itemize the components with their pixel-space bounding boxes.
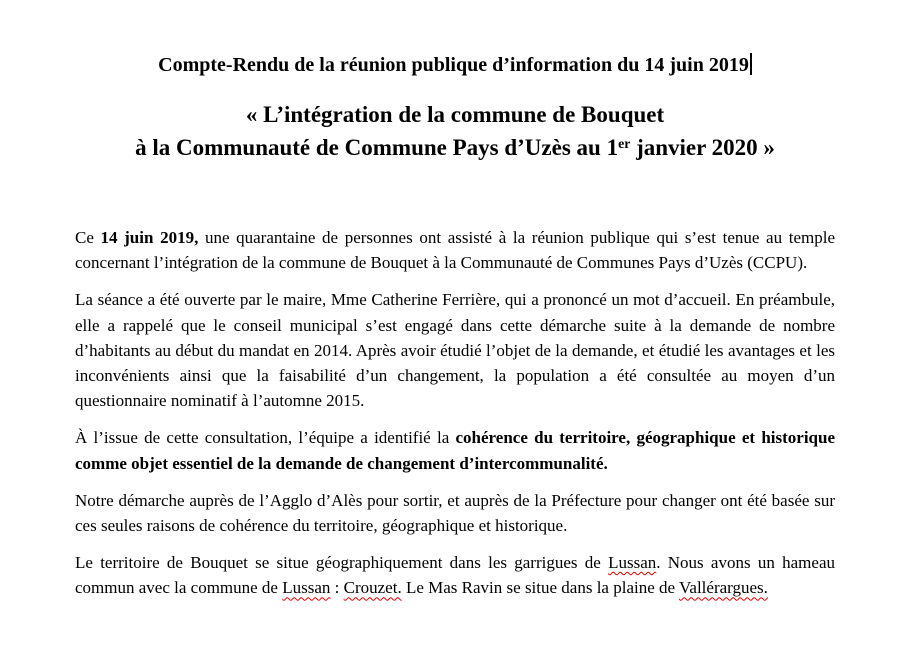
text-run[interactable]: Ce — [75, 228, 101, 247]
text-run[interactable]: Notre démarche auprès de l’Agglo d’Alès pour sortir, et auprès de la Préfecture pour changer ont été basée sur ces seules raisons de cohérence du territoire, géographique et historique. — [75, 490, 835, 536]
subtitle-line-1[interactable]: « L’intégration de la commune de Bouquet — [245, 102, 665, 127]
text-run[interactable]: Le Mas Ravin se situe dans la plaine de — [401, 578, 680, 598]
paragraph-1[interactable] — [75, 225, 835, 275]
document-subtitle[interactable] — [75, 98, 835, 167]
paragraph-3[interactable] — [75, 425, 835, 475]
text-run[interactable]: À l’issue de cette consultation, l’équipe a identifié la — [75, 428, 456, 448]
text-run[interactable]: Le territoire de Bouquet se situe géographiquement dans les garrigues de — [75, 553, 609, 573]
text-run[interactable]: : — [330, 578, 344, 598]
misspelled-word[interactable]: Lussan — [608, 553, 657, 573]
text-run-bold[interactable]: 14 juin 2019, — [100, 228, 199, 247]
text-run[interactable]: . Nous avons un hameau commun avec la commune de — [75, 553, 835, 598]
text-run-bold[interactable]: cohérence du territoire, géographique et historique comme objet essentiel de la demande de changement d’intercommunalité. — [75, 428, 836, 473]
text-cursor — [750, 53, 752, 75]
paragraph-4[interactable] — [75, 488, 835, 538]
text-run[interactable]: une quarantaine de personnes ont assisté à la réunion publique qui s’est tenue au temple concernant l’intégration de la commune de Bouquet à la Communauté de Communes Pays d’Uzès (CCPU). — [75, 228, 835, 273]
paragraph-2[interactable] — [75, 287, 835, 413]
paragraph-5[interactable] — [75, 550, 835, 600]
misspelled-word[interactable]: Vallérargues. — [679, 578, 768, 598]
document-title[interactable] — [75, 52, 835, 78]
text-run[interactable]: La séance a été ouverte par le maire, Mme Catherine Ferrière, qui a prononcé un mot d’accueil. En préambule, elle a rappelé que le conseil municipal s’est engagé dans cette démarche suite à la demande de nombre d’habitants au début du mandat en 2014. Après avoir étudié l’objet de la demande, et étudié les avantages et les inconvénients ainsi que la faisabilité d’un changement, la population a été consultée au moyen d’un questionnaire nominatif à l’automne 2015. — [75, 290, 835, 411]
subtitle-line-2[interactable] — [75, 131, 835, 167]
subtitle-line2-start[interactable]: à la Communauté de Commune Pays d’Uzès au 1 — [135, 135, 619, 160]
ordinal-superscript: er — [618, 136, 631, 152]
subtitle-line2-end[interactable]: janvier 2020 » — [630, 135, 775, 160]
misspelled-word[interactable]: Crouzet. — [343, 578, 402, 598]
title-text[interactable]: Compte-Rendu de la réunion publique d’information du 14 juin 2019 — [158, 54, 749, 76]
misspelled-word[interactable]: Lussan — [282, 578, 331, 598]
